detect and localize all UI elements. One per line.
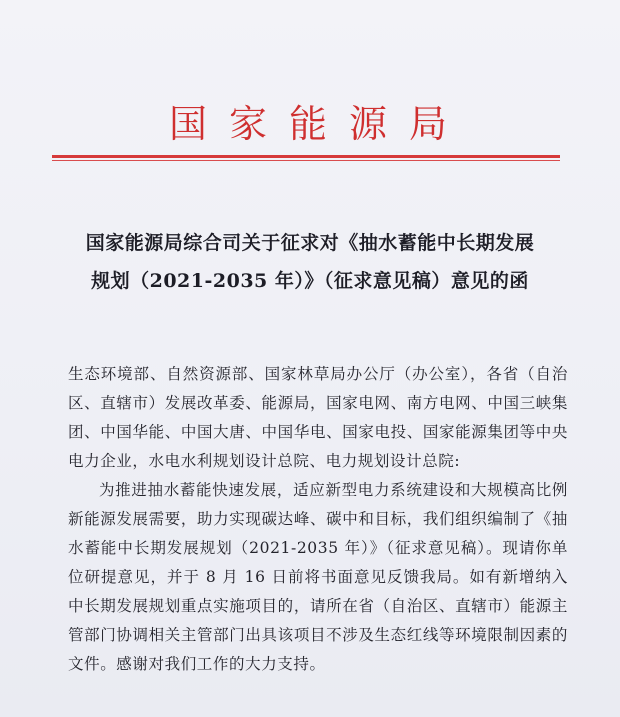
title-line-2: 规划（2021-2035 年）》（征求意见稿）意见的函 <box>91 270 529 292</box>
document-body <box>68 360 568 679</box>
recipients-paragraph: 生态环境部、自然资源部、国家林草局办公厅（办公室），各省（自治区、直辖市）发展改革委、能源局，国家电网、南方电网、中国三峡集团、中国华能、中国大唐、中国华电、国家电投、国家能源集团等中央电力企业，水电水利规划设计总院、电力规划设计总院: <box>68 365 568 470</box>
red-divider-line <box>52 155 560 158</box>
agency-header: 国家能源局 <box>168 102 469 146</box>
body-paragraph: 为推进抽水蓄能快速发展，适应新型电力系统建设和大规模高比例新能源发展需要，助力实现碳达峰、碳中和目标，我们组织编制了《抽水蓄能中长期发展规划（2021-2035 年）》（征求意见稿）。现请你单位研提意见，并于 8 月 16 日前将书面意见反馈我局。如有新增纳入中长期发展规划重点实施项目的，请所在省（自治区、直辖市）能源主管部门协调相关主管部门出具该项目不涉及生态红线等环境限制因素的文件。感谢对我们工作的大力支持。 <box>68 481 568 673</box>
document-title <box>30 224 590 300</box>
title-line-1: 国家能源局综合司关于征求对《抽水蓄能中长期发展 <box>85 232 535 254</box>
red-divider-line-thin <box>52 160 560 161</box>
